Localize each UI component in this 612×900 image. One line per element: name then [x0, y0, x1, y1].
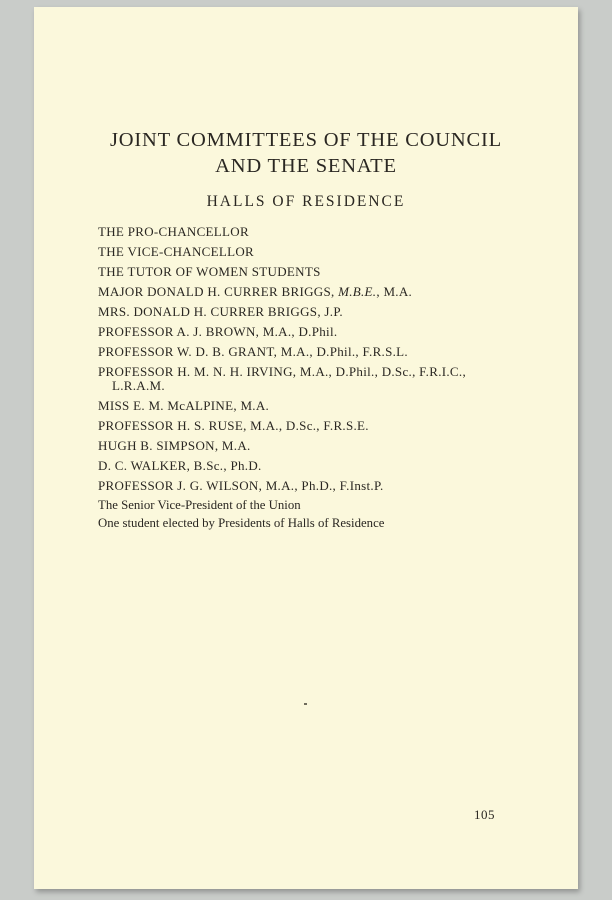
member-item: The Senior Vice-President of the Union — [98, 498, 301, 512]
member-item — [98, 362, 538, 396]
paper-speck — [304, 703, 307, 705]
member-item: PROFESSOR A. J. BROWN, M.A., D.Phil. — [98, 324, 338, 339]
member-item: PROFESSOR J. G. WILSON, M.A., Ph.D., F.Inst.P. — [98, 478, 384, 493]
member-item: HUGH B. SIMPSON, M.A. — [98, 438, 251, 453]
member-item — [98, 282, 538, 302]
member-item: D. C. WALKER, B.Sc., Ph.D. — [98, 458, 262, 473]
document-page — [34, 7, 578, 889]
page-number: 105 — [474, 807, 495, 822]
title-line-1: JOINT COMMITTEES OF THE COUNCIL — [110, 129, 502, 151]
page-title — [34, 127, 578, 179]
member-item: THE PRO-CHANCELLOR — [98, 224, 249, 239]
member-item: THE TUTOR OF WOMEN STUDENTS — [98, 264, 321, 279]
member-text: MAJOR DONALD H. CURRER BRIGGS, — [98, 284, 339, 299]
member-item: One student elected by Presidents of Halls of Residence — [98, 516, 385, 530]
member-text: PROFESSOR H. M. N. H. IRVING, M.A., D.Phil., D.Sc., F.R.I.C., — [98, 364, 466, 379]
member-list — [98, 222, 538, 532]
member-item: PROFESSOR W. D. B. GRANT, M.A., D.Phil., F.R.S.L. — [98, 344, 408, 359]
member-item: MRS. DONALD H. CURRER BRIGGS, J.P. — [98, 304, 343, 319]
member-item: MISS E. M. McALPINE, M.A. — [98, 398, 270, 413]
title-line-2: AND THE SENATE — [215, 155, 397, 177]
member-item: PROFESSOR H. S. RUSE, M.A., D.Sc., F.R.S.E. — [98, 418, 369, 433]
member-item: THE VICE-CHANCELLOR — [98, 244, 255, 259]
member-text: , M.A. — [376, 284, 413, 299]
member-text-continuation: L.R.A.M. — [112, 378, 165, 393]
section-heading: HALLS OF RESIDENCE — [206, 193, 406, 210]
member-honour: M.B.E. — [338, 284, 377, 299]
